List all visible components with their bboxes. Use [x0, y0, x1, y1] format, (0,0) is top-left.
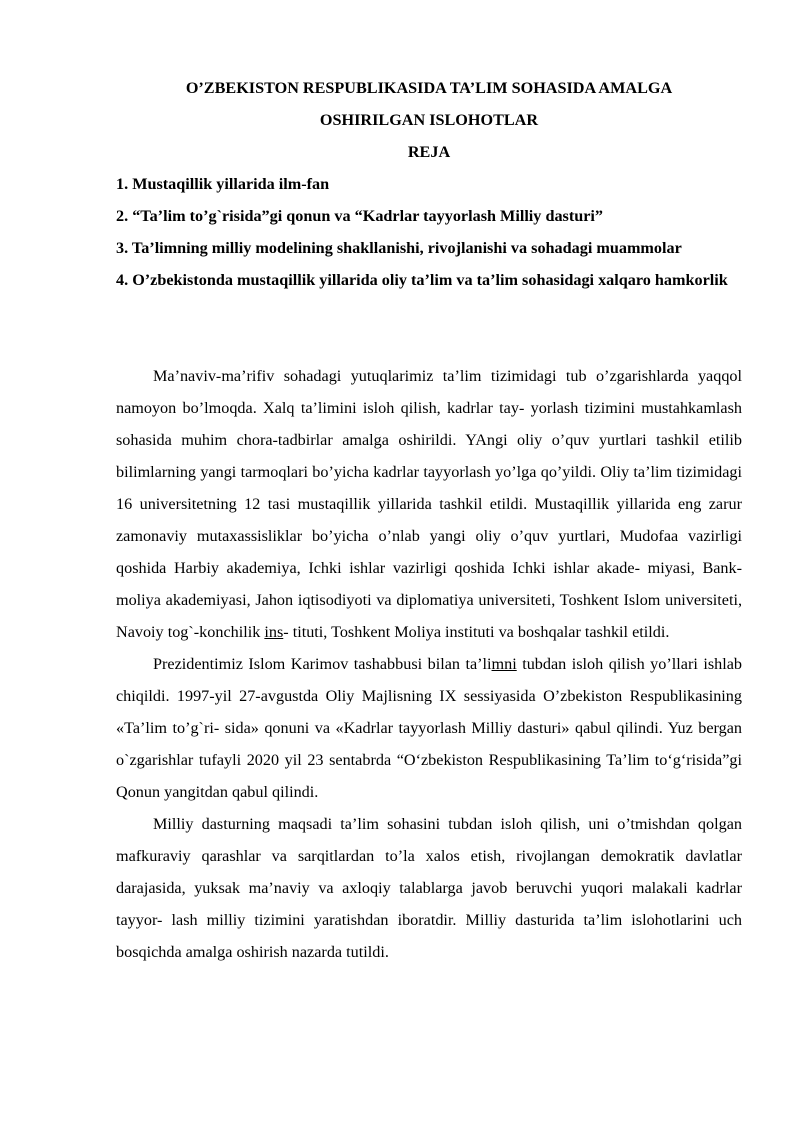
paragraph-1 — [116, 360, 742, 648]
body-text — [116, 360, 742, 968]
document-title-line-2: OSHIRILGAN ISLOHOTLAR — [319, 111, 539, 129]
document-title-line-1: O’ZBEKISTON RESPUBLIKASIDA TA’LIM SOHASIDA AMALGA — [185, 79, 673, 97]
paragraph-1-text-b: - tituti, Toshkent Moliya instituti va boshqalar tashkil etildi. — [283, 623, 670, 641]
paragraph-2 — [116, 648, 742, 808]
paragraph-2-text-a: Prezidentimiz Islom Karimov tashabbusi bilan ta’li — [153, 655, 492, 673]
plan-item-1: 1. Mustaqillik yillarida ilm-fan — [116, 175, 330, 193]
plan-item-2: 2. “Ta’lim to’g`risida”gi qonun va “Kadrlar tayyorlash Milliy dasturi” — [116, 207, 604, 225]
plan-item-3: 3. Ta’limning milliy modelining shakllanishi, rivojlanishi va sohadagi muammolar — [116, 239, 682, 257]
plan-list — [116, 168, 742, 296]
paragraph-2-text-b: tubdan isloh qilish yo’llari ishlab chiqildi. 1997-yil 27-avgustda Oliy Majlisning IX sessiyasida O’zbekiston Respublikasining «Ta’lim to’g`ri- sida» qonuni va «Kadrlar tayyorlash Milliy dasturi» qabul qilindi. Yuz bergan o`zgarishlar tufayli 2020 yil 23 sentabrda “O‘zbekiston Respublikasining Ta’lim to‘g‘risida”gi Qonun yangitdan qabul qilindi. — [116, 655, 742, 801]
paragraph-1-text-a: Ma’naviv-ma’rifiv sohadagi yutuqlarimiz ta’lim tizimidagi tub o’zgarishlarda yaqqol namoyon bo’lmoqda. Xalq ta’limini isloh qilish, kadrlar tay- yorlash tizimini mustahkamlash sohasida muhim chora-tadbirlar amalga oshirildi. YAngi oliy o’quv yurtlari tashkil etilib bilimlarning yangi tarmoqlari bo’yicha kadrlar tayyorlash yo’lga qo’yildi. Oliy ta’lim tizimidagi 16 universitetning 12 tasi mustaqillik yillarida tashkil etildi. Mustaqillik yillarida eng zarur zamonaviy mutaxassisliklar bo’yicha o’nlab yangi oliy o’quv yurtlari, Mudofaa vazirligi qoshida Harbiy akademiya, Ichki ishlar vazirligi qoshida Ichki ishlar akade- miyasi, Bank-moliya akademiyasi, Jahon iqtisodiyoti va diplomatiya universiteti, Toshkent Islom universiteti, Navoiy tog`-konchilik — [116, 367, 742, 641]
plan-item-4: 4. O’zbekistonda mustaqillik yillarida oliy ta’lim va ta’lim sohasidagi xalqaro hamkorlik — [116, 271, 728, 289]
paragraph-1-underlined: ins — [264, 623, 284, 641]
paragraph-2-underlined: mni — [491, 655, 517, 673]
paragraph-3: Milliy dasturning maqsadi ta’lim sohasini tubdan isloh qilish, uni o’tmishdan qolgan mafkuraviy qarashlar va sarqitlardan to’la xalos etish, rivojlangan demokratik davlatlar darajasida, yuksak ma’naviy va axloqiy talablarga javob beruvchi yuqori malakali kadrlar tayyor- lash milliy tizimini yaratishdan iboratdir. Milliy dasturida ta’lim islohotlarini uch bosqichda amalga oshirish nazarda tutildi. — [116, 815, 742, 961]
plan-heading: REJA — [407, 143, 451, 161]
